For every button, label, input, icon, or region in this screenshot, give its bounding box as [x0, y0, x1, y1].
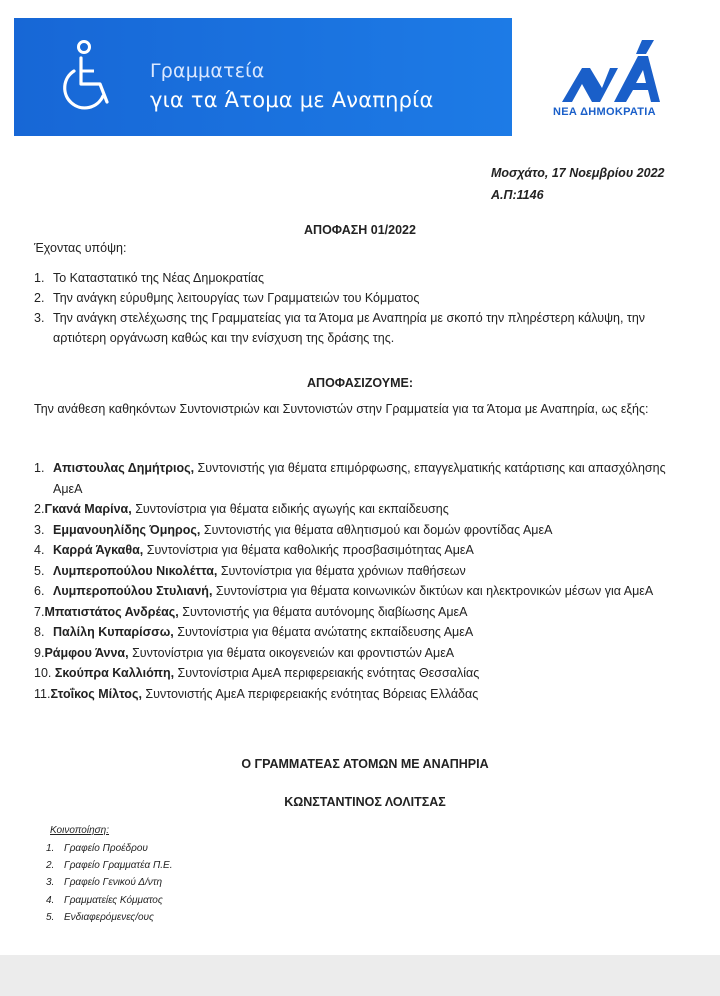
header-banner [14, 18, 512, 136]
list-item [34, 308, 694, 348]
logo-caption: ΝΕΑ ΔΗΜΟΚΡΑΤΙΑ [553, 106, 656, 118]
member-role: Συντονίστρια για θέματα κοινωνικών δικτύων και ηλεκτρονικών μέσων για ΑμεΑ [212, 584, 654, 598]
banner-title-line2: για τα Άτομα με Αναπηρία [150, 88, 434, 112]
member-role: Συντονίστρια για θέματα χρόνιων παθήσεων [217, 563, 466, 578]
member-role: Συντονιστής για θέματα αυτόνομης διαβίωσης ΑμεΑ [178, 604, 468, 619]
member-name: Καρρά Άγκαθα, [53, 543, 144, 557]
member-role: Συντονίστρια για θέματα ανώτατης εκπαίδευσης ΑμεΑ [173, 625, 474, 639]
member-name: Λυμπεροπούλου Στυλιανή, [53, 584, 213, 598]
member-item [34, 458, 684, 499]
member-item [34, 663, 684, 684]
list-item [34, 288, 694, 308]
member-number: 11. [34, 686, 51, 701]
list-item [46, 892, 173, 909]
considering-label: Έχοντας υπόψη: [34, 241, 127, 255]
member-name: Γκανά Μαρίνα, [44, 502, 132, 516]
banner-title-line1: Γραμματεία [150, 60, 265, 82]
signer-name: ΚΩΝΣΤΑΝΤΙΝΟΣ ΛΟΛΙΤΣΑΣ [284, 795, 446, 809]
member-name: Σκούπρα Καλλιόπη, [54, 666, 175, 680]
item-number: 3. [34, 311, 45, 325]
cc-list [46, 840, 173, 926]
signer-title: Ο ΓΡΑΜΜΑΤΕΑΣ ΑΤΟΜΩΝ ΜΕ ΑΝΑΠΗΡΙΑ [241, 757, 489, 771]
assignment-text: Την ανάθεση καθηκόντων Συντονιστριών και Συντονιστών στην Γραμματεία για τα Άτομα με Αναπηρία, ως εξής: [34, 402, 649, 416]
member-name: Εμμανουηλίδης Όμηρος, [53, 522, 201, 537]
member-item [34, 622, 684, 643]
list-item [46, 840, 173, 857]
member-item [34, 540, 684, 561]
member-number: 6. [34, 584, 45, 598]
member-role: Συντονίστρια για θέματα ειδικής αγωγής και εκπαίδευσης [131, 502, 449, 516]
cc-heading: Κοινοποίηση: [50, 825, 110, 836]
item-text: Γραφείο Γραμματέα Π.Ε. [64, 860, 173, 872]
considerations-list [34, 268, 694, 348]
item-number: 1. [34, 271, 45, 285]
member-item [34, 602, 684, 623]
member-number: 8. [34, 625, 45, 639]
member-role: Συντονιστής για θέματα επιμόρφωσης, επαγγελματικής κατάρτισης και απασχόλησης ΑμεΑ [53, 461, 666, 496]
item-text: Γραμματείες Κόμματος [64, 894, 163, 906]
item-text: Γραφείο Προέδρου [64, 843, 148, 854]
member-role: Συντονίστρια ΑμεΑ περιφερειακής ενότητας Θεσσαλίας [174, 666, 480, 680]
member-role: Συντονίστρια για θέματα καθολικής προσβασιμότητας ΑμεΑ [143, 543, 474, 557]
member-number: 9. [34, 645, 45, 660]
protocol-number: Α.Π:1146 [491, 188, 544, 202]
item-number: 2. [34, 291, 45, 305]
member-item [34, 520, 684, 541]
decision-title: ΑΠΟΦΑΣΗ 01/2022 [304, 223, 416, 237]
list-item [46, 874, 173, 891]
wheelchair-icon [60, 40, 116, 114]
item-text: Την ανάγκη στελέχωσης της Γραμματείας για τα Άτομα με Αναπηρία με σκοπό την πληρέστερη κάλυψη, την αρτιότερη οργάνωση καθώς και την ενίσχυση της δράσης της. [53, 311, 646, 345]
member-item [34, 499, 684, 520]
item-number: 3. [46, 877, 55, 889]
member-name: Στοΐκος Μίλτος, [50, 686, 142, 701]
member-number: 3. [34, 522, 45, 537]
member-number: 4. [34, 543, 45, 557]
member-number: 5. [34, 563, 45, 578]
member-item [34, 561, 684, 582]
item-text: Ενδιαφερόμενες/ους [64, 911, 154, 923]
item-number: 4. [46, 894, 55, 906]
member-item [34, 643, 684, 664]
member-item [34, 684, 684, 705]
item-number: 2. [46, 860, 55, 872]
member-role: Συντονιστής ΑμεΑ περιφερειακής ενότητας Βόρειας Ελλάδας [141, 686, 479, 701]
item-number: 1. [46, 843, 55, 854]
member-name: Απιστουλας Δημήτριος, [53, 461, 195, 475]
members-list [34, 458, 684, 704]
member-number: 2. [34, 502, 45, 516]
member-name: Μπατιστάτος Ανδρέας, [44, 604, 179, 619]
item-number: 5. [46, 911, 55, 923]
member-name: Ράμφου Άννα, [44, 645, 129, 660]
item-text: Γραφείο Γενικού Δ/ντη [64, 877, 163, 889]
item-text: Την ανάγκη εύρυθμης λειτουργίας των Γραμματειών του Κόμματος [53, 291, 420, 305]
we-decide-heading: ΑΠΟΦΑΣΙΖΟΥΜΕ: [307, 376, 413, 390]
member-item [34, 581, 684, 602]
member-name: Λυμπεροπούλου Νικολέττα, [53, 563, 218, 578]
member-name: Παλίλη Κυπαρίσσω, [53, 625, 174, 639]
list-item [34, 268, 694, 288]
member-role: Συντονιστής για θέματα αθλητισμού και δομών φροντίδας ΑμεΑ [200, 522, 553, 537]
member-role: Συντονίστρια για θέματα οικογενειών και φροντιστών ΑμεΑ [128, 645, 455, 660]
place-date: Μοσχάτο, 17 Νοεμβρίου 2022 [491, 166, 665, 180]
list-item [46, 909, 173, 926]
item-text: Το Καταστατικό της Νέας Δημοκρατίας [53, 271, 265, 285]
member-number: 1. [34, 461, 45, 475]
member-number: 7. [34, 604, 45, 619]
member-number: 10. [34, 666, 52, 680]
list-item [46, 857, 173, 874]
